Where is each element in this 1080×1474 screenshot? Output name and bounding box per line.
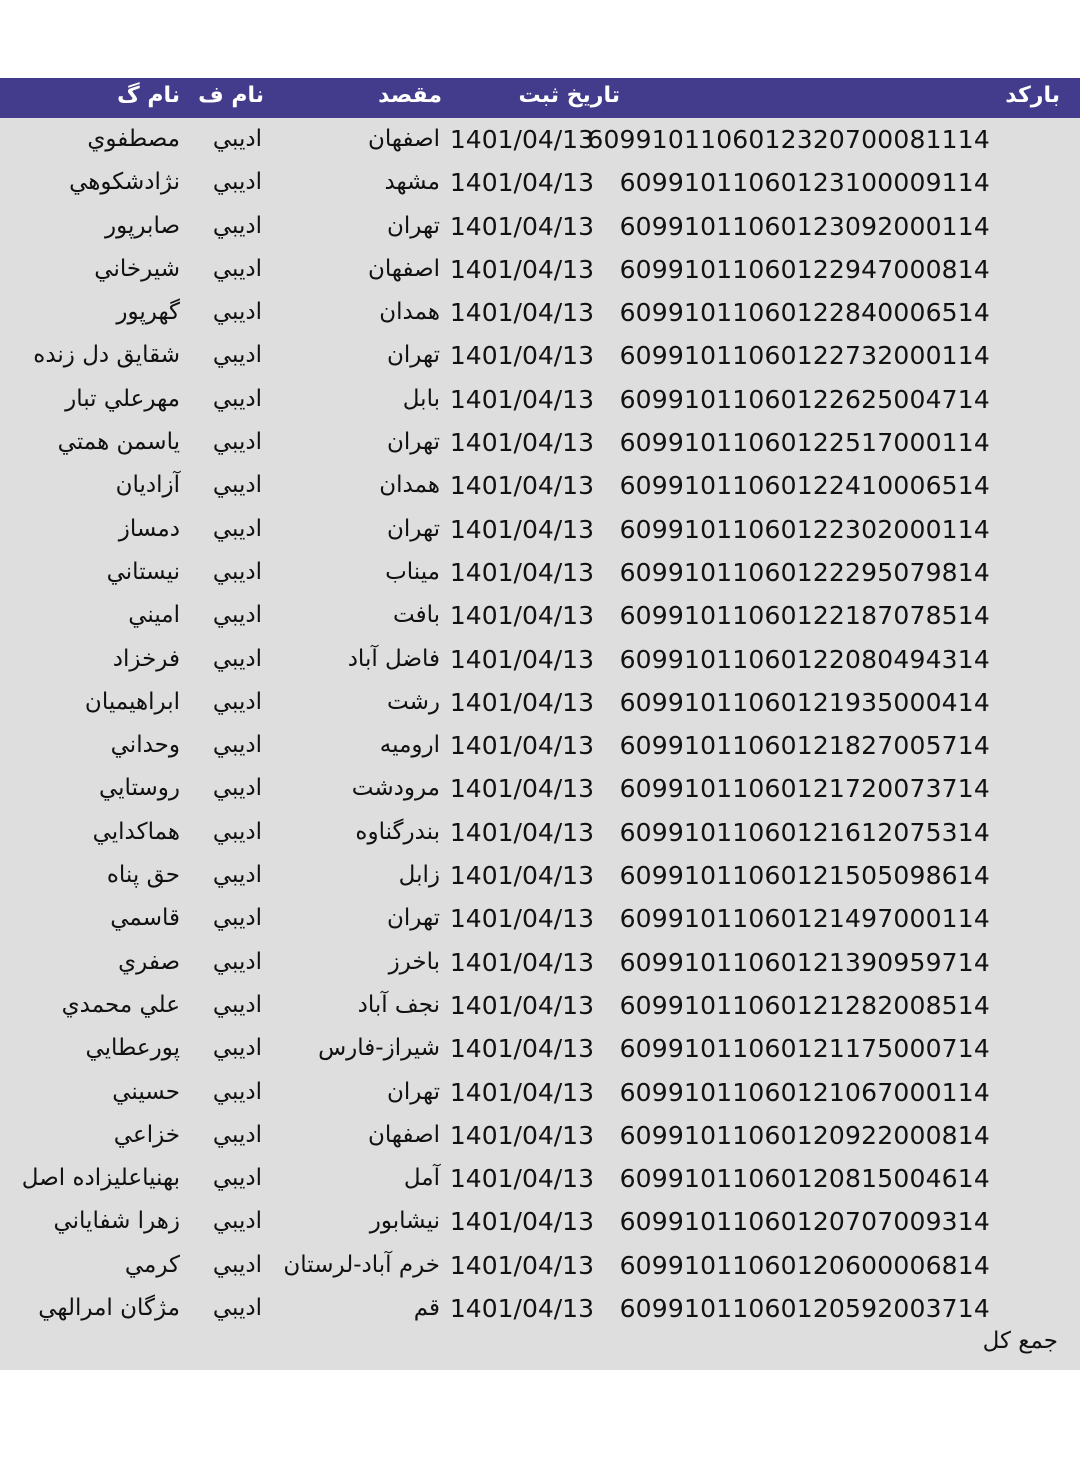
- last-name-cell: نيستاني: [106, 558, 180, 585]
- destination-cell: باخرز: [388, 948, 440, 975]
- destination-cell: زابل: [398, 862, 440, 889]
- barcode-cell: 60991011060122732000114: [619, 341, 990, 371]
- destination-cell: تهران: [387, 212, 440, 239]
- barcode-cell: 60991011060122947000814: [619, 254, 990, 284]
- destination-cell: تهران: [387, 1078, 440, 1105]
- first-name-cell: اديبي: [212, 385, 262, 412]
- barcode-cell: 60991011060122625004714: [619, 384, 990, 414]
- last-name-cell: بهنياعليزاده اصل: [21, 1165, 180, 1192]
- destination-cell: اروميه: [379, 732, 440, 759]
- last-name-cell: مژگان امرالهي: [38, 1295, 180, 1322]
- barcode-cell: 60991011060122410006514: [619, 471, 990, 501]
- date-cell: 1401/04/13: [449, 254, 594, 284]
- first-name-cell: اديبي: [212, 688, 262, 715]
- table-row: [0, 508, 1080, 551]
- last-name-cell: پورعطايي: [85, 1035, 180, 1062]
- barcode-cell: 6099101106012320700081114: [587, 125, 990, 154]
- date-cell: 1401/04/13: [449, 947, 594, 977]
- last-name-cell: كرمي: [124, 1251, 180, 1278]
- barcode-cell: 60991011060121612075314: [619, 817, 990, 847]
- barcode-cell: 60991011060122302000114: [619, 514, 990, 544]
- table-row: [0, 1027, 1080, 1070]
- first-name-cell: اديبي: [212, 1121, 262, 1148]
- last-name-cell: نژادشكوهي: [69, 169, 180, 196]
- barcode-cell: 60991011060121827005714: [619, 731, 990, 761]
- date-cell: 1401/04/13: [449, 861, 594, 891]
- first-name-cell: اديبي: [212, 905, 262, 932]
- destination-cell: تهران: [387, 429, 440, 456]
- first-name-cell: اديبي: [212, 1208, 262, 1235]
- first-name-cell: اديبي: [212, 775, 262, 802]
- table-row: [0, 681, 1080, 724]
- first-name-cell: اديبي: [212, 948, 262, 975]
- destination-cell: قم: [413, 1295, 440, 1322]
- date-cell: 1401/04/13: [449, 817, 594, 847]
- header-destination: مقصد: [378, 83, 442, 108]
- barcode-cell: 60991011060120600006814: [619, 1250, 990, 1280]
- table-row: [0, 1157, 1080, 1200]
- last-name-cell: صفري: [118, 948, 180, 975]
- date-cell: 1401/04/13: [449, 601, 594, 631]
- date-cell: 1401/04/13: [449, 471, 594, 501]
- table-row: [0, 897, 1080, 940]
- first-name-cell: اديبي: [212, 169, 262, 196]
- date-cell: 1401/04/13: [449, 168, 594, 198]
- table-row: [0, 1287, 1080, 1330]
- first-name-cell: اديبي: [212, 602, 262, 629]
- destination-cell: اصفهان: [367, 126, 440, 152]
- table-row: [0, 854, 1080, 897]
- date-cell: 1401/04/13: [449, 557, 594, 587]
- table-row: [0, 248, 1080, 291]
- destination-cell: نيشابور: [369, 1208, 440, 1235]
- table-row: [0, 984, 1080, 1027]
- table-row: [0, 638, 1080, 681]
- barcode-cell: 60991011060121067000114: [619, 1077, 990, 1107]
- destination-cell: اصفهان: [367, 255, 440, 282]
- date-cell: 1401/04/13: [449, 990, 594, 1020]
- barcode-cell: 60991011060121720073714: [619, 774, 990, 804]
- header-first-name: نام ف: [198, 83, 264, 108]
- table-row: [0, 1071, 1080, 1114]
- first-name-cell: اديبي: [212, 1295, 262, 1322]
- last-name-cell: صابرپور: [104, 212, 180, 239]
- barcode-cell: 60991011060121175000714: [619, 1034, 990, 1064]
- date-cell: 1401/04/13: [449, 514, 594, 544]
- barcode-cell: 60991011060122517000114: [619, 428, 990, 458]
- barcode-cell: 60991011060120592003714: [619, 1294, 990, 1324]
- destination-cell: خرم آباد-لرستان: [283, 1251, 440, 1278]
- barcode-cell: 60991011060120815004614: [619, 1164, 990, 1194]
- first-name-cell: اديبي: [212, 515, 262, 542]
- destination-cell: رشت: [387, 688, 440, 715]
- destination-cell: مرودشت: [351, 775, 440, 802]
- barcode-cell: 60991011060121505098614: [619, 861, 990, 891]
- destination-cell: اصفهان: [367, 1121, 440, 1148]
- last-name-cell: گهرپور: [116, 299, 180, 326]
- header-barcode: بارکد: [1005, 83, 1060, 108]
- first-name-cell: اديبي: [212, 1165, 262, 1192]
- last-name-cell: اميني: [128, 602, 180, 629]
- barcode-cell: 60991011060121390959714: [619, 947, 990, 977]
- barcode-cell: 60991011060120922000814: [619, 1120, 990, 1150]
- first-name-cell: اديبي: [212, 212, 262, 239]
- first-name-cell: اديبي: [212, 1251, 262, 1278]
- first-name-cell: اديبي: [212, 472, 262, 499]
- table-row: [0, 811, 1080, 854]
- last-name-cell: زهرا شفاياني: [53, 1208, 180, 1235]
- last-name-cell: خزاعي: [113, 1121, 180, 1148]
- table-row: [0, 767, 1080, 810]
- date-cell: 1401/04/13: [449, 1164, 594, 1194]
- last-name-cell: ابراهيميان: [84, 688, 180, 715]
- barcode-cell: 60991011060121935000414: [619, 687, 990, 717]
- last-name-cell: روستايي: [98, 775, 180, 802]
- table-row: [0, 334, 1080, 377]
- date-cell: 1401/04/13: [449, 428, 594, 458]
- first-name-cell: اديبي: [212, 255, 262, 282]
- barcode-cell: 60991011060120707009314: [619, 1207, 990, 1237]
- last-name-cell: قاسمي: [110, 905, 180, 932]
- table-row: [0, 1114, 1080, 1157]
- date-cell: 1401/04/13: [449, 644, 594, 674]
- first-name-cell: اديبي: [212, 126, 262, 152]
- date-cell: 1401/04/13: [449, 1077, 594, 1107]
- barcode-cell: 60991011060122187078514: [619, 601, 990, 631]
- barcode-cell: 60991011060121282008514: [619, 990, 990, 1020]
- table-row: [0, 378, 1080, 421]
- first-name-cell: اديبي: [212, 429, 262, 456]
- header-last-name: نام گ: [117, 83, 180, 108]
- date-cell: 1401/04/13: [449, 1120, 594, 1150]
- date-cell: 1401/04/13: [449, 774, 594, 804]
- first-name-cell: اديبي: [212, 1078, 262, 1105]
- last-name-cell: وحداني: [110, 732, 180, 759]
- date-cell: 1401/04/13: [449, 384, 594, 414]
- first-name-cell: اديبي: [212, 1035, 262, 1062]
- last-name-cell: حق پناه: [106, 862, 180, 889]
- destination-cell: نجف آباد: [357, 991, 440, 1018]
- first-name-cell: اديبي: [212, 558, 262, 585]
- table-row: [0, 1200, 1080, 1243]
- first-name-cell: اديبي: [212, 862, 262, 889]
- header-reg-date: تاريخ ثبت: [518, 83, 620, 108]
- date-cell: 1401/04/13: [449, 731, 594, 761]
- report-table: [0, 78, 1080, 1370]
- date-cell: 1401/04/13: [449, 298, 594, 328]
- destination-cell: بافت: [393, 602, 440, 629]
- last-name-cell: دمساز: [118, 515, 180, 542]
- last-name-cell: ياسمن همتي: [57, 429, 180, 456]
- last-name-cell: فرخزاد: [112, 645, 180, 672]
- last-name-cell: مهرعلي تبار: [65, 385, 180, 412]
- destination-cell: بندرگناوه: [355, 818, 440, 845]
- last-name-cell: شيرخاني: [94, 255, 180, 282]
- destination-cell: تهران: [387, 515, 440, 542]
- barcode-cell: 60991011060123092000114: [619, 211, 990, 241]
- date-cell: 1401/04/13: [449, 1207, 594, 1237]
- table-header: [0, 78, 1080, 118]
- first-name-cell: اديبي: [212, 299, 262, 326]
- first-name-cell: اديبي: [212, 732, 262, 759]
- last-name-cell: علي محمدي: [61, 991, 180, 1018]
- table-row: [0, 594, 1080, 637]
- table-row: [0, 118, 1080, 161]
- destination-cell: تهران: [387, 342, 440, 369]
- barcode-cell: 60991011060122295079814: [619, 557, 990, 587]
- table-body: [0, 118, 1080, 1330]
- date-cell: 1401/04/13: [449, 125, 594, 154]
- date-cell: 1401/04/13: [449, 211, 594, 241]
- destination-cell: همدان: [379, 472, 440, 499]
- first-name-cell: اديبي: [212, 991, 262, 1018]
- first-name-cell: اديبي: [212, 645, 262, 672]
- barcode-cell: 60991011060122840006514: [619, 298, 990, 328]
- last-name-cell: حسيني: [112, 1078, 180, 1105]
- barcode-cell: 60991011060122080494314: [619, 644, 990, 674]
- last-name-cell: مصطفوي: [87, 126, 180, 152]
- destination-cell: شيراز-فارس: [318, 1035, 440, 1062]
- barcode-cell: 60991011060121497000114: [619, 904, 990, 934]
- destination-cell: بابل: [402, 385, 440, 412]
- date-cell: 1401/04/13: [449, 904, 594, 934]
- date-cell: 1401/04/13: [449, 1294, 594, 1324]
- table-row: [0, 464, 1080, 507]
- destination-cell: ميناب: [385, 558, 440, 585]
- table-row: [0, 161, 1080, 204]
- last-name-cell: هماكدايي: [92, 818, 180, 845]
- date-cell: 1401/04/13: [449, 341, 594, 371]
- destination-cell: همدان: [379, 299, 440, 326]
- table-row: [0, 421, 1080, 464]
- date-cell: 1401/04/13: [449, 1034, 594, 1064]
- barcode-cell: 60991011060123100009114: [619, 168, 990, 198]
- date-cell: 1401/04/13: [449, 687, 594, 717]
- destination-cell: تهران: [387, 905, 440, 932]
- first-name-cell: اديبي: [212, 342, 262, 369]
- first-name-cell: اديبي: [212, 818, 262, 845]
- table-row: [0, 1244, 1080, 1287]
- table-row: [0, 941, 1080, 984]
- table-row: [0, 724, 1080, 767]
- date-cell: 1401/04/13: [449, 1250, 594, 1280]
- last-name-cell: شقايق دل زنده: [33, 342, 180, 369]
- destination-cell: مشهد: [384, 169, 440, 196]
- destination-cell: فاضل آباد: [347, 645, 440, 672]
- total-label: جمع كل: [982, 1328, 1058, 1354]
- table-row: [0, 205, 1080, 248]
- table-row: [0, 551, 1080, 594]
- last-name-cell: آزاديان: [115, 472, 180, 499]
- destination-cell: آمل: [403, 1165, 440, 1192]
- table-row: [0, 291, 1080, 334]
